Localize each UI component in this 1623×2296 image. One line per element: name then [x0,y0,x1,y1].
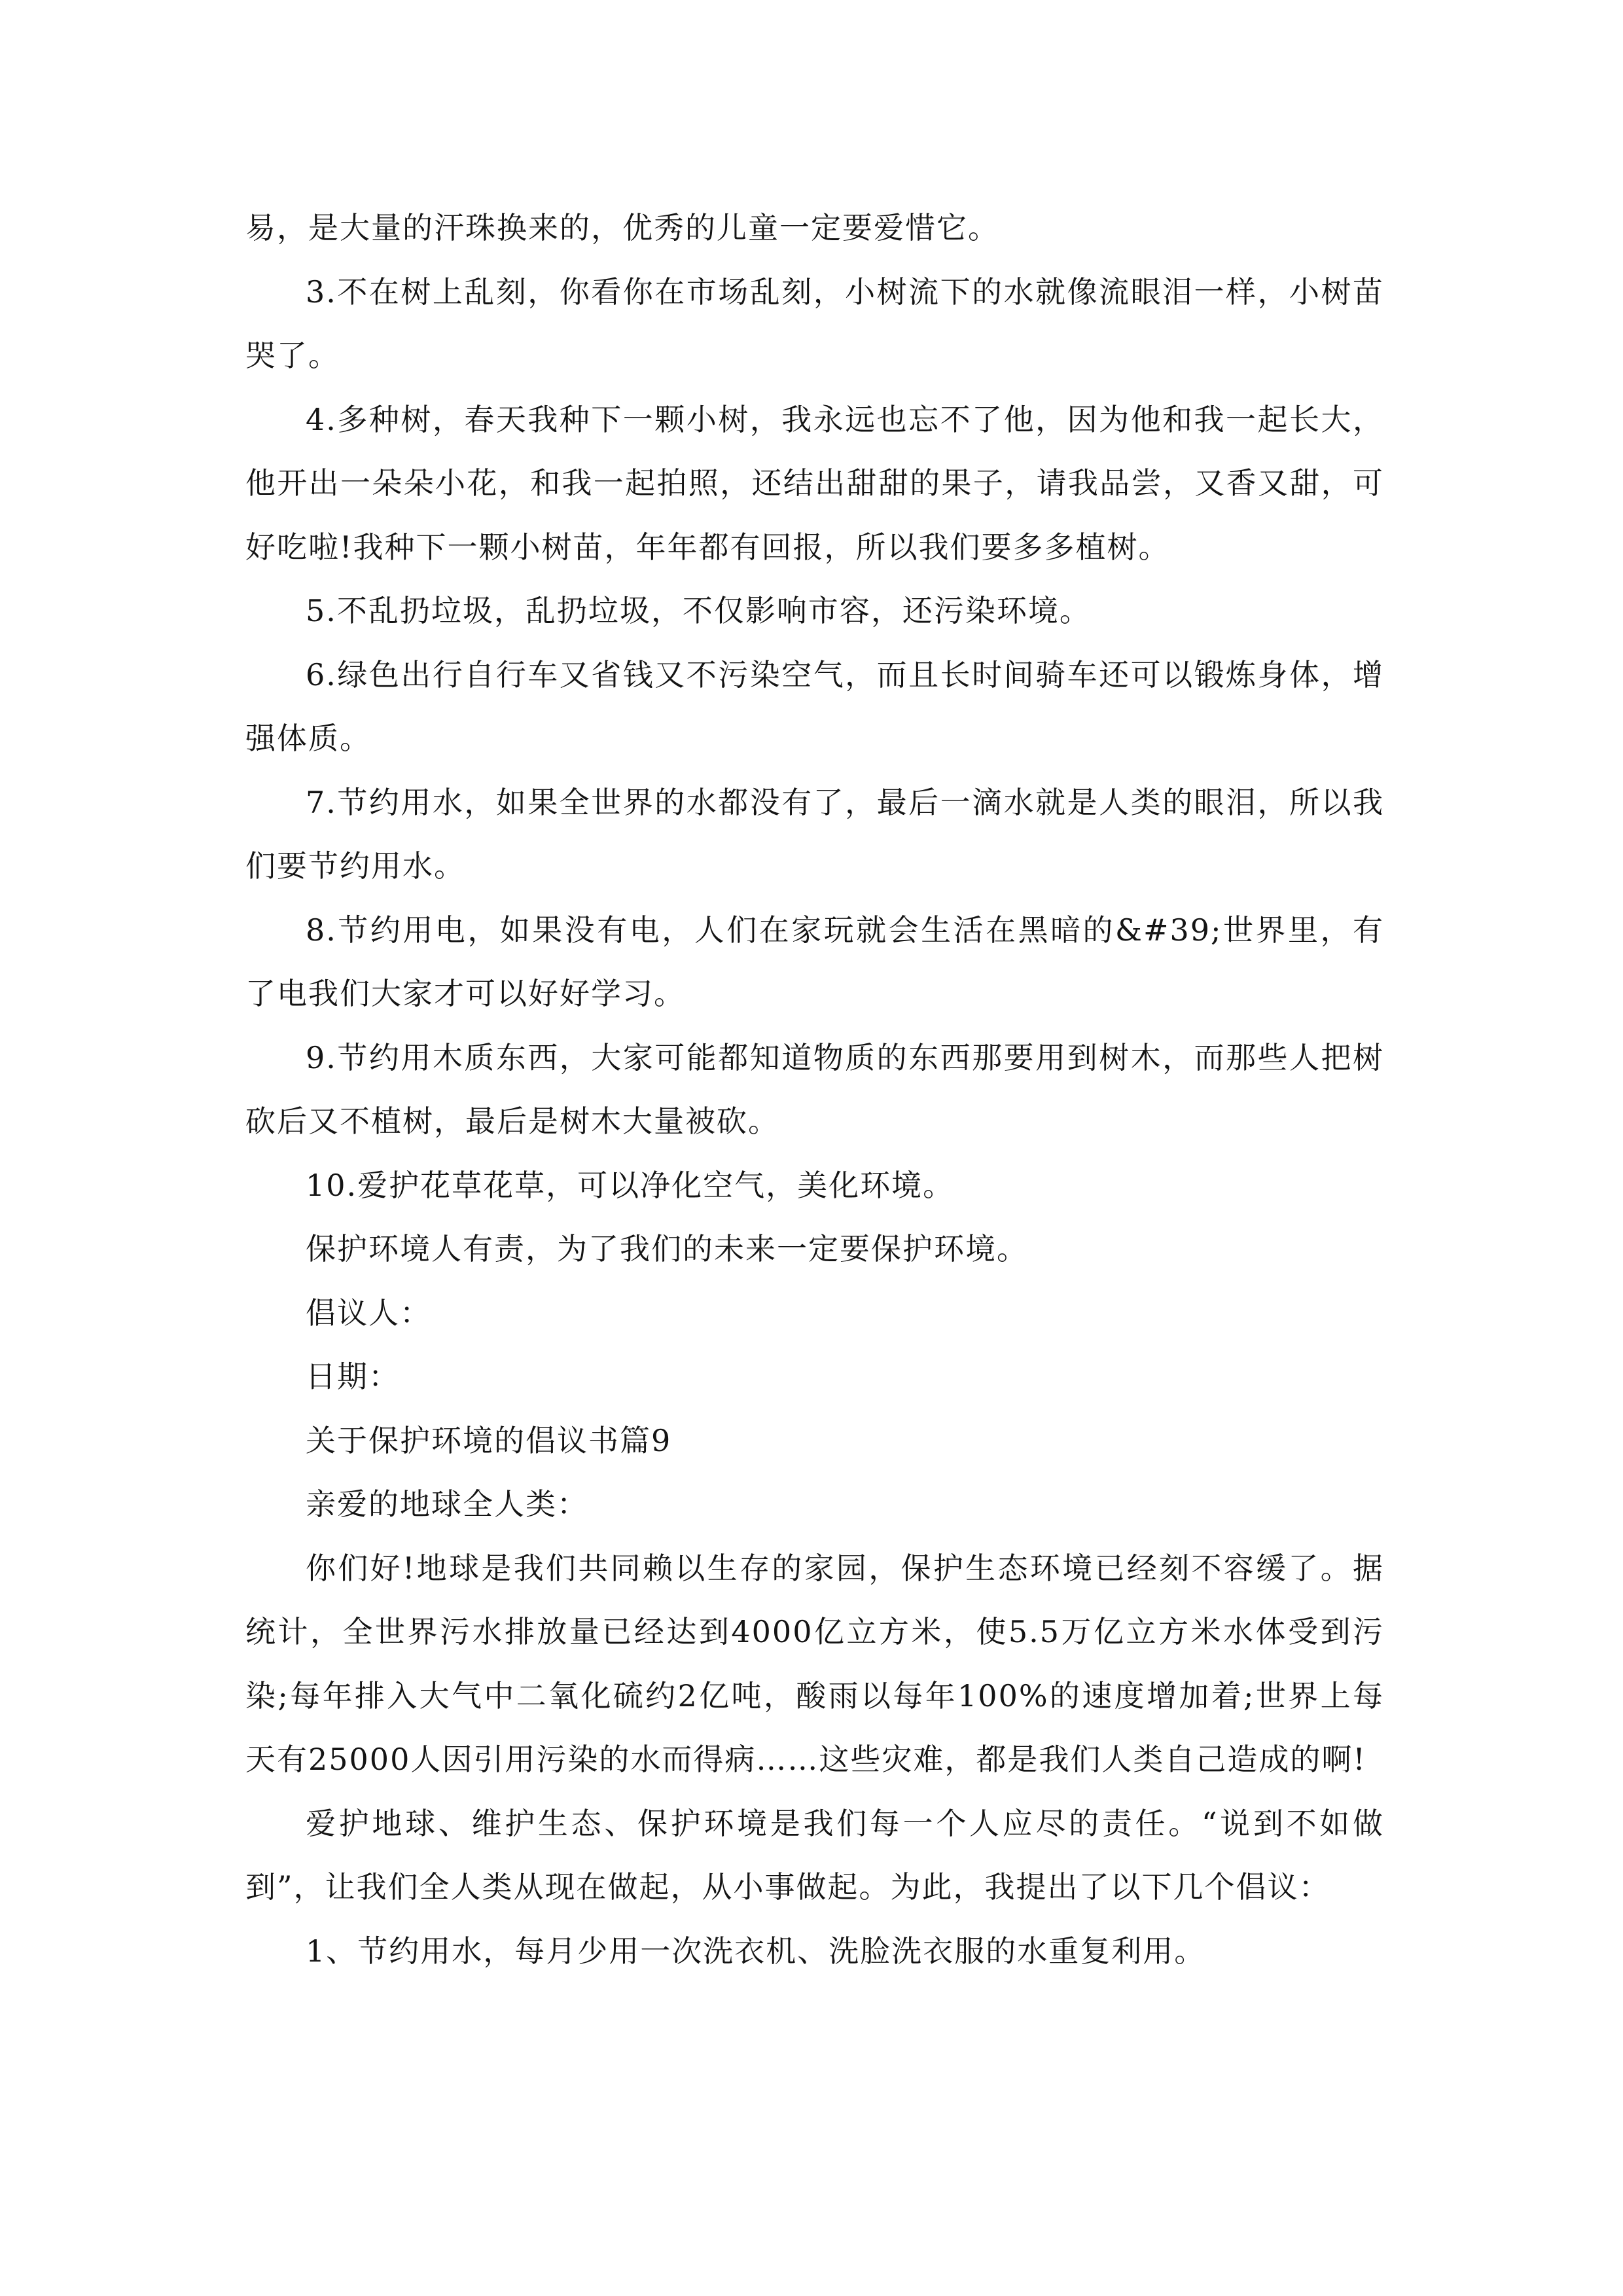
document-body [245,196,1384,1983]
paragraph-continuation: 易，是大量的汗珠换来的，优秀的儿童一定要爱惜它。 [245,210,999,245]
proposal-item-1: 1、节约用水，每月少用一次洗衣机、洗脸洗衣服的水重复利用。 [306,1933,1206,1969]
section-title: 关于保护环境的倡议书篇9 [306,1422,672,1458]
paragraph-item-3: 3.不在树上乱刻，你看你在市场乱刻，小树流下的水就像流眼泪一样，小树苗哭了。 [245,274,1384,373]
paragraph-item-7: 7.节约用水，如果全世界的水都没有了，最后一滴水就是人类的眼泪，所以我们要节约用水。 [245,784,1384,884]
paragraph-item-4: 4.多种树，春天我种下一颗小树，我永远也忘不了他，因为他和我一起长大，他开出一朵朵小花，和我一起拍照，还结出甜甜的果子，请我品尝，又香又甜，可好吃啦!我种下一颗小树苗，年年都有回报，所以我们要多多植树。 [245,401,1384,565]
paragraph-item-8: 8.节约用电，如果没有电，人们在家玩就会生活在黑暗的&#39;世界里，有了电我们大家才可以好好学习。 [245,912,1384,1011]
paragraph-item-9: 9.节约用木质东西，大家可能都知道物质的东西那要用到树木，而那些人把树砍后又不植树，最后是树木大量被砍。 [245,1039,1384,1139]
paragraph-responsibility: 爱护地球、维护生态、保护环境是我们每一个人应尽的责任。“说到不如做到”，让我们全人类从现在做起，从小事做起。为此，我提出了以下几个倡议： [245,1805,1384,1905]
salutation: 亲爱的地球全人类： [306,1486,588,1522]
paragraph-item-6: 6.绿色出行自行车又省钱又不污染空气，而且长时间骑车还可以锻炼身体，增强体质。 [245,656,1384,756]
initiator-label: 倡议人： [306,1295,431,1331]
paragraph-item-10: 10.爱护花草花草，可以净化空气，美化环境。 [306,1167,955,1203]
date-label: 日期： [306,1359,400,1394]
paragraph-closing: 保护环境人有责，为了我们的未来一定要保护环境。 [306,1231,1028,1266]
paragraph-intro: 你们好!地球是我们共同赖以生存的家园，保护生态环境已经刻不容缓了。据统计，全世界污水排放量已经达到4000亿立方米，使5.5万亿立方米水体受到污染;每年排入大气中二氧化硫约2亿吨，酸雨以每年100%的速度增加着;世界上每天有25000人因引用污染的水而得病……这些灾难，都是我们人类自己造成的啊! [245,1550,1384,1777]
paragraph-item-5: 5.不乱扔垃圾，乱扔垃圾，不仅影响市容，还污染环境。 [306,593,1091,628]
